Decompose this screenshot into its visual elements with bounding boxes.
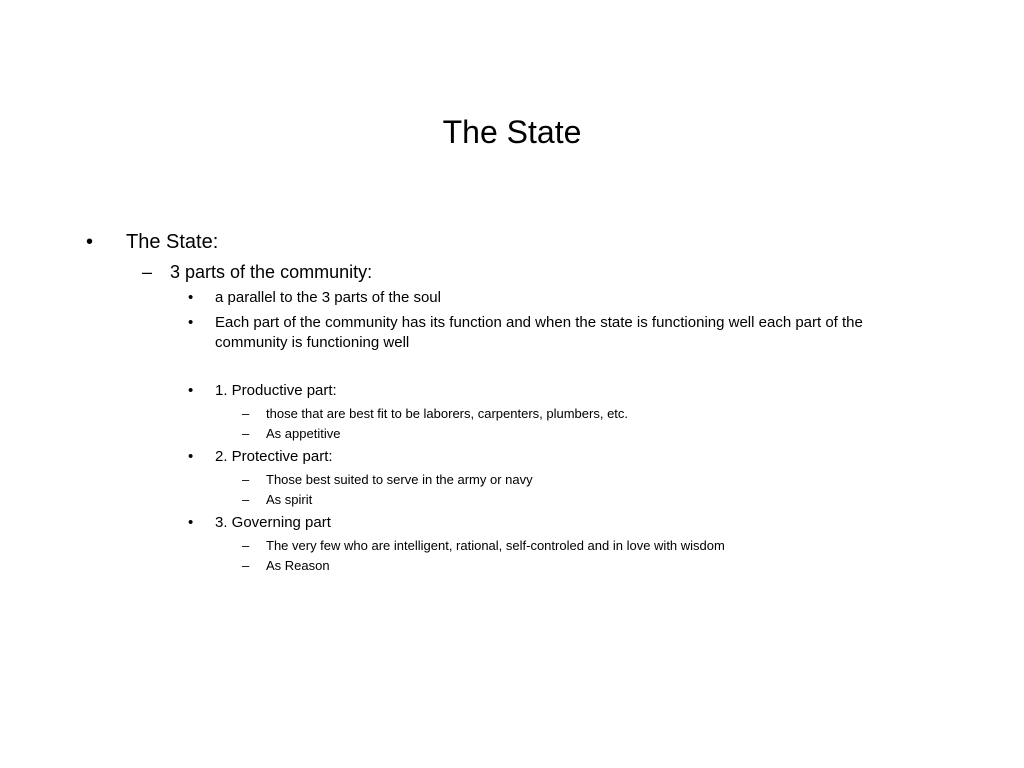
item-text: As spirit xyxy=(266,492,313,507)
slide-title: The State xyxy=(442,114,582,150)
item-text: a parallel to the 3 parts of the soul xyxy=(215,289,441,306)
bullet-marker: • xyxy=(188,382,194,399)
dash-marker: – xyxy=(242,406,250,421)
dash-marker: – xyxy=(142,262,153,282)
dash-marker: – xyxy=(242,426,250,441)
item-text: The State: xyxy=(126,231,219,253)
bullet-marker: • xyxy=(188,289,194,306)
item-text: 3 parts of the community: xyxy=(170,262,373,282)
item-text: those that are best fit to be laborers, carpenters, plumbers, etc. xyxy=(266,406,629,421)
dash-marker: – xyxy=(242,558,250,573)
bullet-marker: • xyxy=(188,448,194,465)
bullet-marker: • xyxy=(188,314,194,331)
item-text: 3. Governing part xyxy=(215,514,331,531)
bullet-marker: • xyxy=(188,514,194,531)
dash-marker: – xyxy=(242,492,250,507)
dash-marker: – xyxy=(242,538,250,553)
bullet-marker: • xyxy=(86,231,94,253)
item-text: The very few who are intelligent, rational, self-controled and in love with wisdom xyxy=(266,538,725,553)
item-text: 2. Protective part: xyxy=(215,448,333,465)
item-text: Those best suited to serve in the army or navy xyxy=(266,472,533,487)
item-text: As appetitive xyxy=(266,426,341,441)
item-text: Each part of the community has its function and when the state is functioning well each part of the community is functioning well xyxy=(215,314,863,351)
item-text: 1. Productive part: xyxy=(215,382,337,399)
dash-marker: – xyxy=(242,472,250,487)
item-text: As Reason xyxy=(266,558,330,573)
